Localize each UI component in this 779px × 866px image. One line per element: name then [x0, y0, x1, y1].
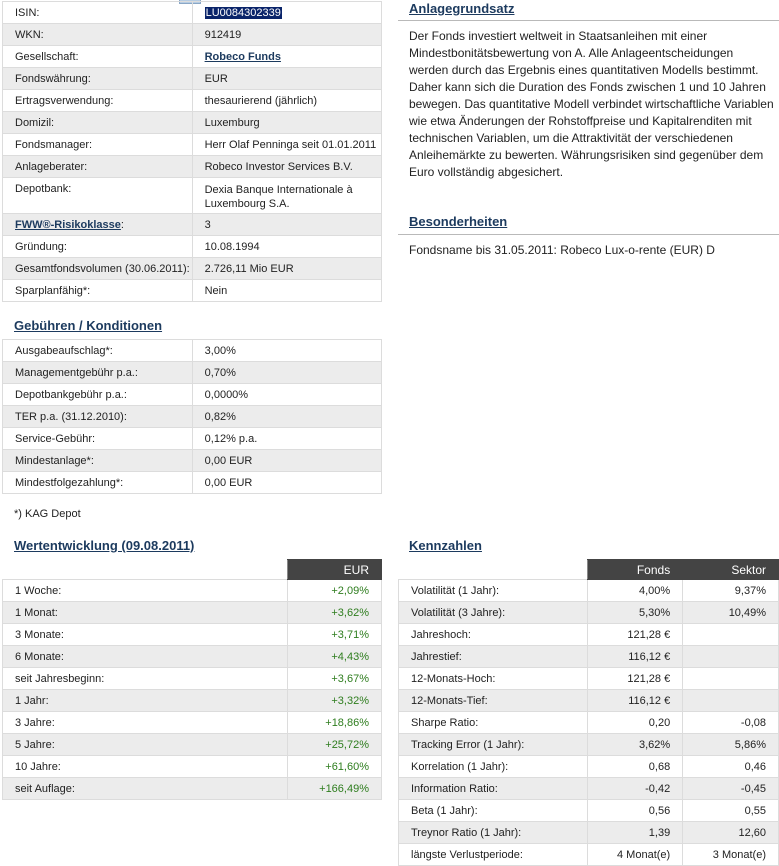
sektor-value: -0,08 [683, 712, 779, 734]
table-row [399, 756, 779, 778]
row-value: Nein [192, 280, 381, 302]
table-row [3, 156, 382, 178]
row-value: +61,60% [288, 756, 382, 778]
row-label: Managementgebühr p.a.: [3, 362, 193, 384]
row-label: Beta (1 Jahr): [399, 800, 588, 822]
row-label: ISIN: [3, 2, 193, 24]
table-row [3, 624, 382, 646]
table-row [3, 690, 382, 712]
sektor-value: 0,55 [683, 800, 779, 822]
row-value: thesaurierend (jährlich) [192, 90, 381, 112]
label-suffix: : [120, 218, 124, 231]
fonds-value: 5,30% [588, 602, 683, 624]
key-figures-heading[interactable]: Kennzahlen [409, 538, 482, 553]
row-label: 1 Woche: [3, 580, 288, 602]
row-label: 3 Monate: [3, 624, 288, 646]
company-link[interactable]: Robeco Funds [204, 50, 281, 63]
sektor-value: 0,46 [683, 756, 779, 778]
row-value: Dexia Banque Internationale à Luxembourg S.A. [192, 178, 381, 214]
table-row [3, 450, 382, 472]
footnote: *) KAG Depot [14, 508, 81, 520]
table-row [3, 756, 382, 778]
row-value: 0,82% [192, 406, 381, 428]
row-label: Mindestfolgezahlung*: [3, 472, 193, 494]
row-label: Depotbank: [3, 178, 193, 214]
fonds-value: 121,28 € [588, 624, 683, 646]
table-row [3, 668, 382, 690]
table-row [3, 712, 382, 734]
table-row [399, 734, 779, 756]
row-label: 1 Monat: [3, 602, 288, 624]
row-value: +18,86% [288, 712, 382, 734]
row-label: längste Verlustperiode: [399, 844, 588, 866]
row-label: 10 Jahre: [3, 756, 288, 778]
row-label: Fondswährung: [3, 68, 193, 90]
column-header-sektor: Sektor [683, 560, 779, 580]
row-label: 6 Monate: [3, 646, 288, 668]
row-value: 3,00% [192, 340, 381, 362]
row-label: Gesamtfondsvolumen (30.06.2011): [3, 258, 193, 280]
investment-policy-heading[interactable]: Anlagegrundsatz [409, 1, 515, 16]
sektor-value [683, 690, 779, 712]
table-row [3, 236, 382, 258]
table-row [3, 112, 382, 134]
row-value: +3,62% [288, 602, 382, 624]
sektor-value: -0,45 [683, 778, 779, 800]
row-label: Depotbankgebühr p.a.: [3, 384, 193, 406]
stammdaten-table [2, 1, 382, 302]
fonds-value: 116,12 € [588, 646, 683, 668]
row-label: Gesellschaft: [3, 46, 193, 68]
table-row [3, 24, 382, 46]
fonds-value: 4,00% [588, 580, 683, 602]
row-label: Domizil: [3, 112, 193, 134]
row-label: Anlageberater: [3, 156, 193, 178]
table-row [399, 844, 779, 866]
table-row [3, 68, 382, 90]
row-value: 10.08.1994 [192, 236, 381, 258]
isin-value[interactable]: LU0084302339 [205, 6, 281, 19]
table-row [399, 602, 779, 624]
table-row [3, 134, 382, 156]
table-row [399, 822, 779, 844]
row-label: Mindestanlage*: [3, 450, 193, 472]
sektor-value [683, 624, 779, 646]
table-row [399, 778, 779, 800]
table-row [3, 580, 382, 602]
row-label: Volatilität (3 Jahre): [399, 602, 588, 624]
fonds-value: 121,28 € [588, 668, 683, 690]
row-label: 12-Monats-Tief: [399, 690, 588, 712]
fonds-value: 4 Monat(e) [588, 844, 683, 866]
row-label: seit Auflage: [3, 778, 288, 800]
row-label: Sharpe Ratio: [399, 712, 588, 734]
row-value: +25,72% [288, 734, 382, 756]
row-label: Jahreshoch: [399, 624, 588, 646]
fees-heading[interactable]: Gebühren / Konditionen [14, 318, 163, 333]
row-label: Treynor Ratio (1 Jahr): [399, 822, 588, 844]
table-row [3, 280, 382, 302]
row-label: Ertragsverwendung: [3, 90, 193, 112]
fonds-value: 0,20 [588, 712, 683, 734]
particulars-text: Fondsname bis 31.05.2011: Robeco Lux-o-rente (EUR) D [409, 243, 715, 257]
table-row [3, 646, 382, 668]
fonds-value: 1,39 [588, 822, 683, 844]
row-label: Information Ratio: [399, 778, 588, 800]
fonds-value: 3,62% [588, 734, 683, 756]
table-row [3, 362, 382, 384]
table-row [3, 2, 382, 24]
row-value: 912419 [192, 24, 381, 46]
row-value: 0,70% [192, 362, 381, 384]
row-value: +166,49% [288, 778, 382, 800]
fonds-value: 0,56 [588, 800, 683, 822]
row-label: Volatilität (1 Jahr): [399, 580, 588, 602]
row-value: Robeco Investor Services B.V. [192, 156, 381, 178]
table-row [399, 624, 779, 646]
row-value: +3,32% [288, 690, 382, 712]
sektor-value: 3 Monat(e) [683, 844, 779, 866]
row-label: Korrelation (1 Jahr): [399, 756, 588, 778]
table-row [3, 406, 382, 428]
row-value: +4,43% [288, 646, 382, 668]
table-row [3, 734, 382, 756]
particulars-heading[interactable]: Besonderheiten [409, 214, 508, 229]
investment-policy-text: Der Fonds investiert weltweit in Staatsanleihen mit einer Mindestbonitätsbewertung von A. Alle Anlageentscheidungen werden durch das Ergebnis eines quantitativen Modells bestimmt. Daher kann sich die Duration des Fonds zwischen 1 und 10 Jahren bewegen. Das quantitative Modell verbindet wirtschaftliche Variablen wie etwa Änderungen der Rohstoffpreise und Kapitalrenditen mit technischen Variablen, um die Attraktivität der verschiedenen Anleihemärkte zu bewerten. Währungsrisiken sind gegenüber dem Euro vollständig abgesichert. [409, 29, 774, 179]
row-label: Tracking Error (1 Jahr): [399, 734, 588, 756]
row-value: Luxemburg [192, 112, 381, 134]
table-row [3, 472, 382, 494]
row-label: seit Jahresbeginn: [3, 668, 288, 690]
table-row [399, 712, 779, 734]
row-label: Fondsmanager: [3, 134, 193, 156]
table-row [3, 602, 382, 624]
row-value: +3,67% [288, 668, 382, 690]
risk-class-link[interactable]: FWW®-Risikoklasse [15, 218, 121, 231]
table-row [3, 258, 382, 280]
fonds-value: 0,68 [588, 756, 683, 778]
row-value: EUR [192, 68, 381, 90]
row-label: 3 Jahre: [3, 712, 288, 734]
row-label: Jahrestief: [399, 646, 588, 668]
row-label: Gründung: [3, 236, 193, 258]
row-value: Herr Olaf Penninga seit 01.01.2011 [192, 134, 381, 156]
row-value: 0,12% p.a. [192, 428, 381, 450]
table-row [3, 778, 382, 800]
row-value: +3,71% [288, 624, 382, 646]
row-label: TER p.a. (31.12.2010): [3, 406, 193, 428]
row-label: 12-Monats-Hoch: [399, 668, 588, 690]
table-row [399, 800, 779, 822]
sektor-value: 9,37% [683, 580, 779, 602]
fonds-value: -0,42 [588, 778, 683, 800]
table-row [399, 690, 779, 712]
table-row [3, 428, 382, 450]
row-value: 0,0000% [192, 384, 381, 406]
row-label: Ausgabeaufschlag*: [3, 340, 193, 362]
sektor-value: 5,86% [683, 734, 779, 756]
table-row [3, 340, 382, 362]
row-label: 5 Jahre: [3, 734, 288, 756]
sektor-value: 10,49% [683, 602, 779, 624]
table-row [3, 46, 382, 68]
key-figures-table [398, 559, 779, 866]
fonds-value: 116,12 € [588, 690, 683, 712]
row-value: 3 [192, 214, 381, 236]
table-row [399, 668, 779, 690]
row-label: WKN: [3, 24, 193, 46]
row-label: Sparplanfähig*: [3, 280, 193, 302]
table-row [3, 384, 382, 406]
sektor-value [683, 646, 779, 668]
row-label: 1 Jahr: [3, 690, 288, 712]
sektor-value [683, 668, 779, 690]
row-value: +2,09% [288, 580, 382, 602]
fees-table [2, 339, 382, 494]
row-value: 0,00 EUR [192, 472, 381, 494]
table-row [399, 646, 779, 668]
sektor-value: 12,60 [683, 822, 779, 844]
column-header-fonds: Fonds [588, 560, 683, 580]
table-row [399, 580, 779, 602]
divider [398, 234, 779, 235]
performance-heading[interactable]: Wertentwicklung (09.08.2011) [14, 538, 195, 553]
table-row [3, 90, 382, 112]
table-row [3, 178, 382, 214]
column-header-eur: EUR [288, 560, 382, 580]
performance-table [2, 559, 382, 800]
divider [398, 20, 779, 21]
row-value: 0,00 EUR [192, 450, 381, 472]
row-value: 2.726,11 Mio EUR [192, 258, 381, 280]
row-label: Service-Gebühr: [3, 428, 193, 450]
table-row [3, 214, 382, 236]
